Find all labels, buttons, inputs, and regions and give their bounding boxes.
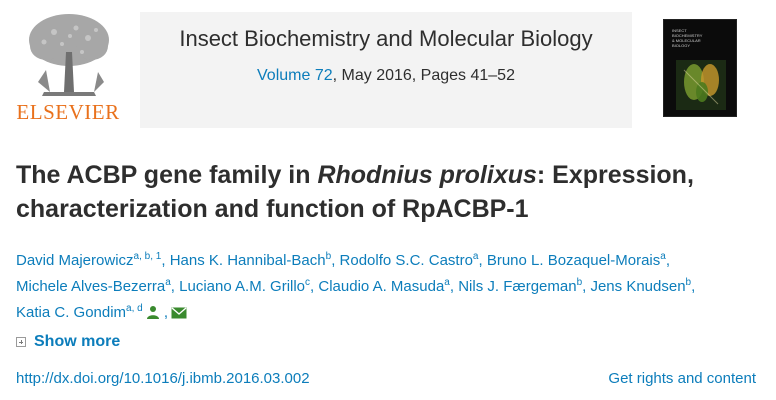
elsevier-logo[interactable] [14,12,122,124]
svg-text:BIOCHEMISTRY: BIOCHEMISTRY [672,33,703,38]
article-title [16,158,756,226]
article-title-part-2: : Expression, characterization and function of RpACBP-1 [16,161,694,223]
journal-info-box [140,12,632,128]
author-link[interactable]: Jens Knudsen$^b$ [590,277,692,295]
journal-cover-image[interactable] [663,19,737,117]
elsevier-tree-icon [24,12,114,98]
article-header [0,0,776,132]
article-title-part-1: The ACBP gene family in [16,161,318,189]
show-more-toggle[interactable] [16,332,120,352]
author-link[interactable]: Nils J. Færgeman$^b$ [458,277,583,295]
author-link[interactable]: Luciano A.M. Grillo$^c$ [179,277,311,295]
elsevier-wordmark: ELSEVIER [16,100,120,124]
svg-text:INSECT: INSECT [672,28,687,33]
journal-title[interactable]: Insect Biochemistry and Molecular Biology [179,26,593,51]
get-rights-link[interactable]: Get rights and content [608,370,756,387]
author-link[interactable]: Hans K. Hannibal-Bach$^b$ [169,251,332,269]
expand-plus-icon [16,337,26,347]
journal-issue-info [140,67,632,85]
author-link[interactable]: Katia C. Gondim$^{a, d}$ [16,303,143,321]
svg-text:BIOLOGY: BIOLOGY [672,43,691,48]
issue-details: , May 2016, Pages 41–52 [332,67,515,84]
volume-link[interactable]: Volume 72 [257,67,333,84]
author-list: David Majerowicz$^{a, b, 1}$, Hans K. Hannibal-Bach$^b$, Rodolfo S.C. Castro$^a$, Bruno L. Bozaquel-Morais$^a$, Michele Alves-Bezerra$^a$, Luciano A.M. Grillo$^c$, Claudio A. Masuda$^a$, Nils J. Færgeman$^b$, Jens Knudsen$^b$, Katia C. Gondim$^{a, d}$ , [16,248,761,328]
author-link[interactable]: Claudio A. Masuda$^a$ [318,277,450,295]
article-title-species: Rhodnius prolixus [317,161,537,189]
email-icon[interactable] [171,302,187,328]
author-link[interactable]: Bruno L. Bozaquel-Morais$^a$ [486,251,666,269]
cover-art [664,20,737,117]
show-more-label: Show more [34,333,121,350]
author-link[interactable]: Rodolfo S.C. Castro$^a$ [339,251,479,269]
author-link[interactable]: Michele Alves-Bezerra$^a$ [16,277,171,295]
author-link[interactable]: David Majerowicz$^{a, b, 1}$ [16,251,162,269]
doi-link[interactable]: http://dx.doi.org/10.1016/j.ibmb.2016.03.002 [16,370,310,387]
svg-text:& MOLECULAR: & MOLECULAR [672,38,701,43]
corresponding-author-icon[interactable] [146,302,160,328]
